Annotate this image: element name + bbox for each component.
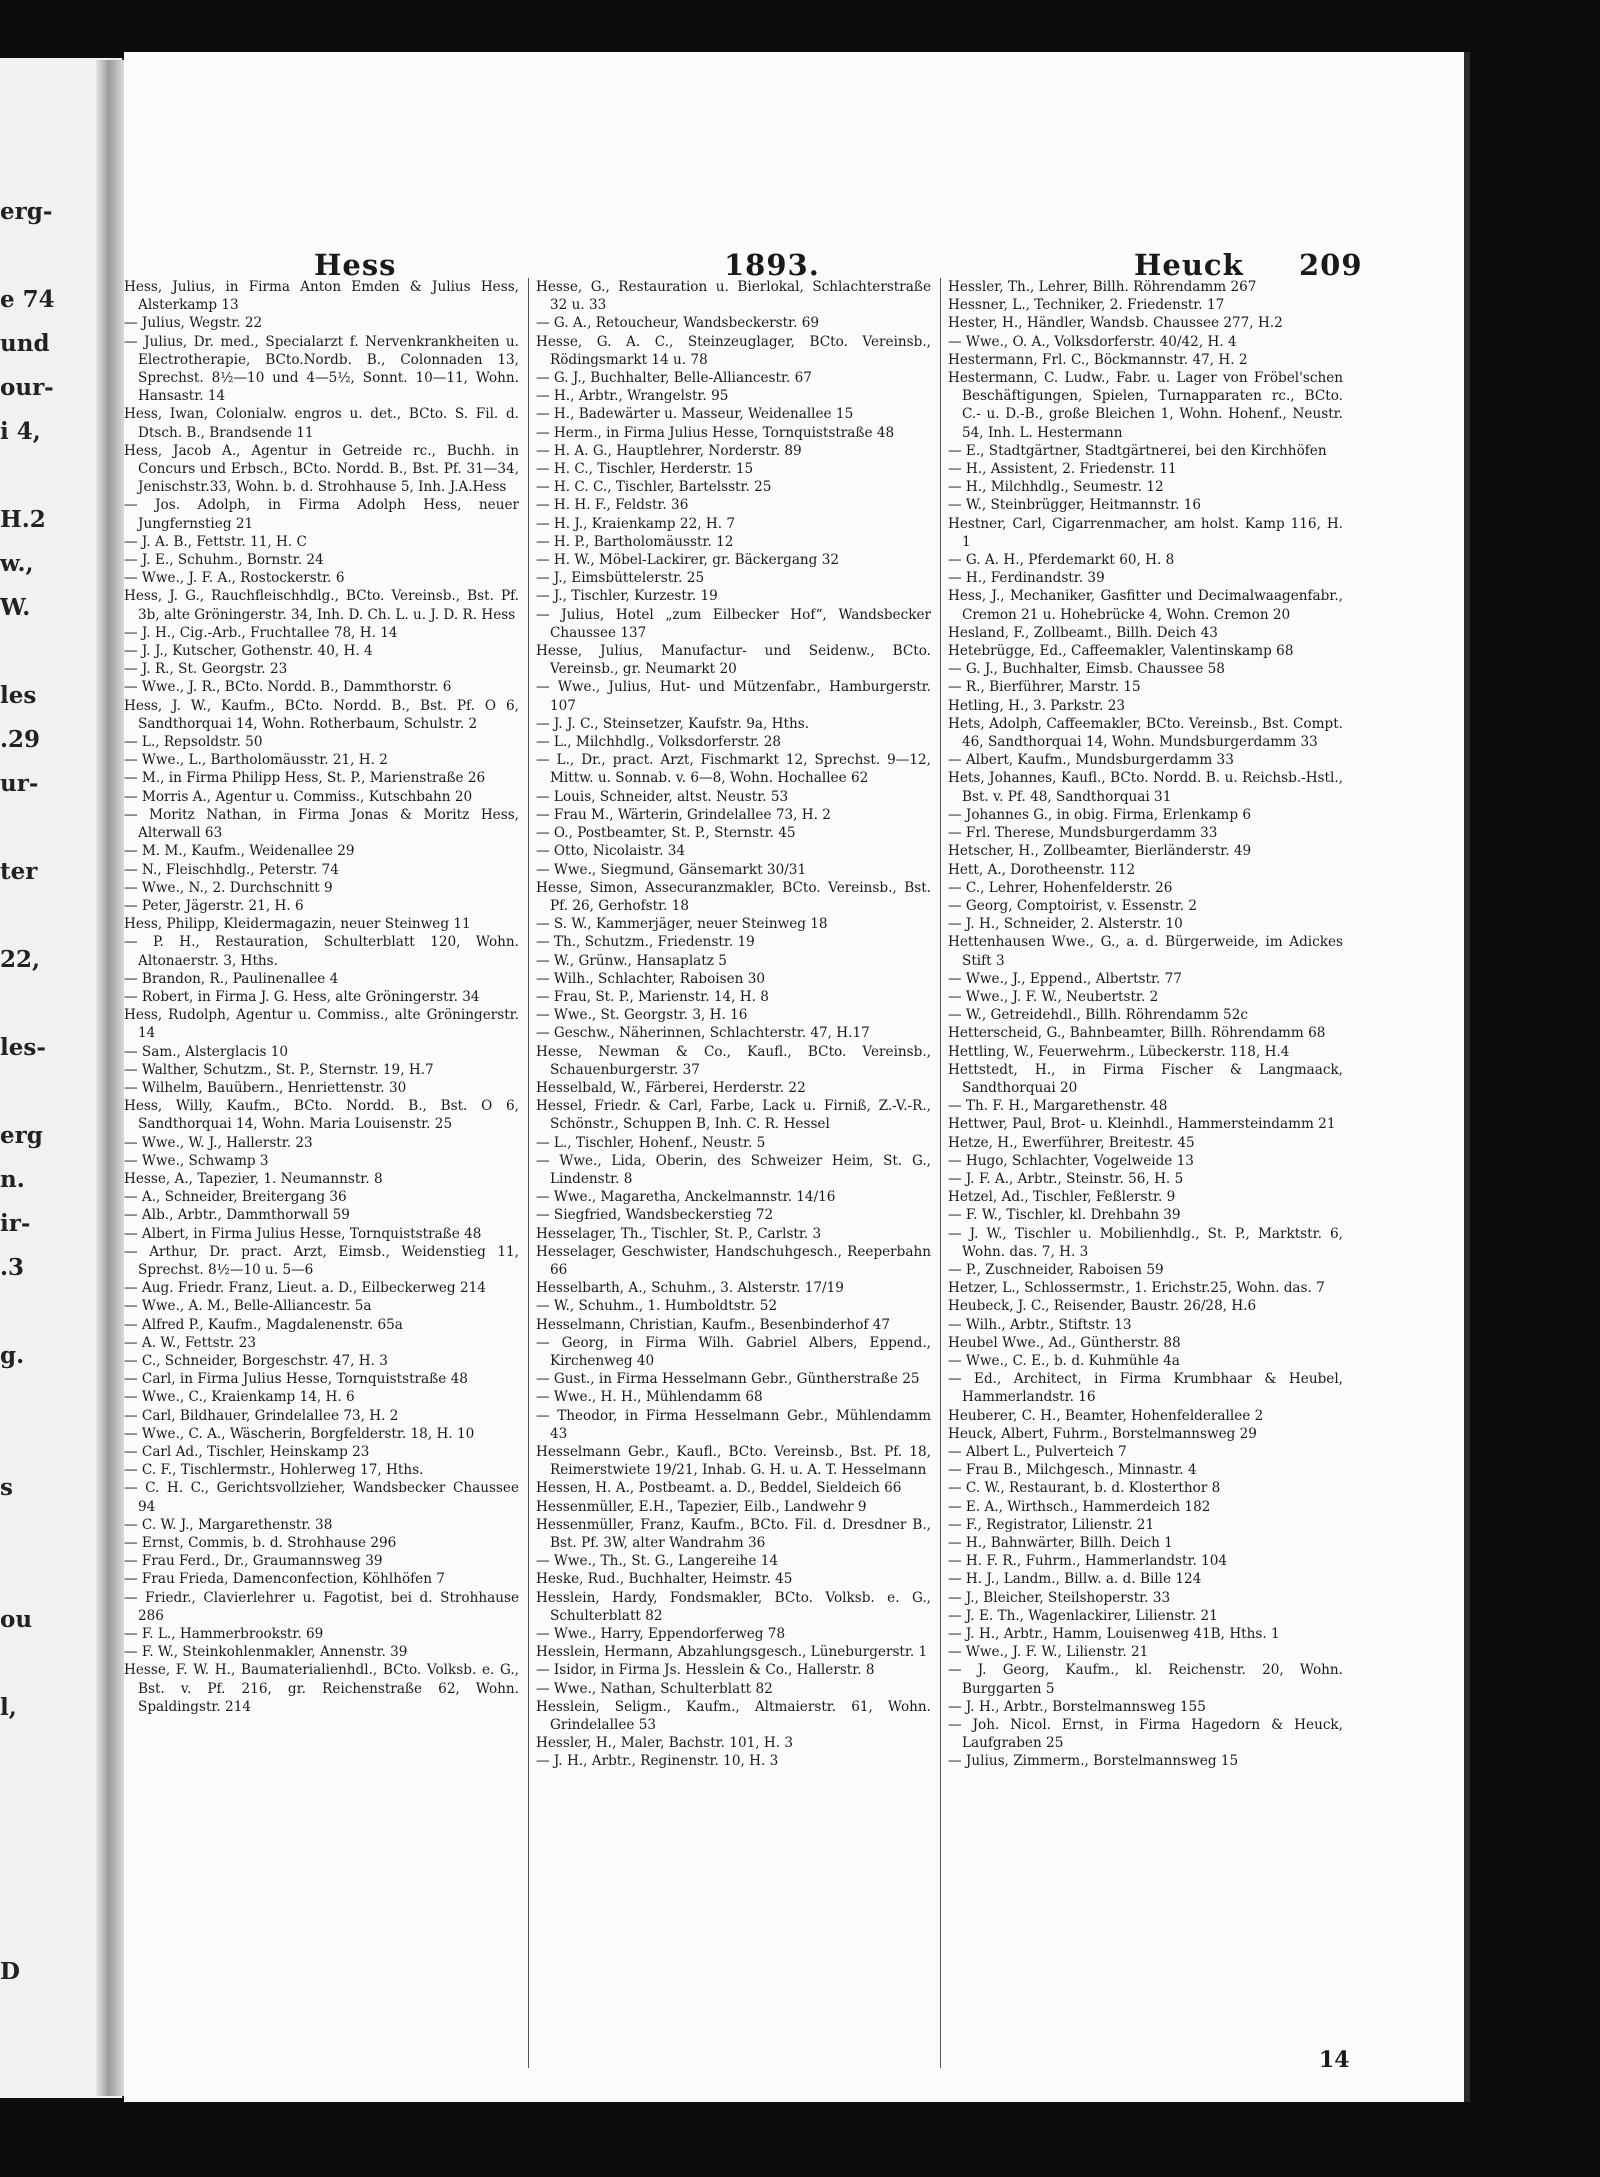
directory-entry: — Walther, Schutzm., St. P., Sternstr. 19, H.7 [124,1061,434,1078]
column-rule-1 [528,278,529,2068]
left-page-fragment: .29 [0,726,41,753]
directory-entry: Hess, J. W., Kaufm., BCto. Nordd. B., Bst. Pf. O 6, Sandthorquai 14, Wohn. Rotherbaum, Schulstr. 2 [124,697,519,732]
header-right-word: Heuck [1134,248,1244,282]
directory-entry: — Peter, Jägerstr. 21, H. 6 [124,897,304,914]
directory-entry: Hesselmann, Christian, Kaufm., Besenbinderhof 47 [536,1316,891,1333]
directory-entry: Hetterscheid, G., Bahnbeamter, Billh. Röhrendamm 68 [948,1025,1326,1042]
directory-entry: — Frl. Therese, Mundsburgerdamm 33 [948,825,1218,842]
directory-entry: — Alb., Arbtr., Dammthorwall 59 [124,1207,350,1224]
column-2 [536,278,931,2078]
directory-entry: — Carl, in Firma Julius Hesse, Tornquiststraße 48 [124,1371,468,1388]
directory-entry: — H., Arbtr., Wrangelstr. 95 [536,388,729,405]
directory-entry: — J., Eimsbüttelerstr. 25 [536,570,705,587]
directory-entry: Hessen, H. A., Postbeamt. a. D., Beddel, Sieldeich 66 [536,1480,902,1497]
signature-mark: 14 [1319,2047,1350,2073]
directory-entry: Hesse, Newman & Co., Kaufl., BCto. Vereinsb., Schauenburgerstr. 37 [536,1043,931,1078]
directory-entry: — Wwe., L., Bartholomäusstr. 21, H. 2 [124,752,388,769]
directory-entry: — H. F. R., Fuhrm., Hammerlandstr. 104 [948,1553,1228,1570]
directory-entry: — Herm., in Firma Julius Hesse, Tornquiststraße 48 [536,424,895,441]
directory-entry: — Morris A., Agentur u. Commiss., Kutschbahn 20 [124,788,473,805]
directory-entry: — Wwe., J., Eppend., Albertstr. 77 [948,970,1182,987]
directory-entry: — Wwe., Harry, Eppendorferweg 78 [536,1626,786,1643]
directory-entry: — F. W., Steinkohlenmakler, Annenstr. 39 [124,1644,408,1661]
directory-entry: — Moritz Nathan, in Firma Jonas & Moritz Hess, Alterwall 63 [124,806,519,842]
directory-entry: — J., Bleicher, Steilshoperstr. 33 [948,1589,1171,1606]
directory-entry: — H., Milchhdlg., Seumestr. 12 [948,479,1164,496]
left-page-fragment: n. [0,1166,25,1193]
directory-entry: — J. H., Arbtr., Borstelmannsweg 155 [948,1698,1206,1715]
directory-entry: — H. A. G., Hauptlehrer, Norderstr. 89 [536,442,802,459]
directory-entry: — Wwe., Magaretha, Anckelmannstr. 14/16 [536,1189,836,1206]
directory-entry: — H., Assistent, 2. Friedenstr. 11 [948,461,1177,478]
directory-entry: — Theodor, in Firma Hesselmann Gebr., Mühlendamm 43 [536,1407,931,1442]
directory-entry: — Th. F. H., Margarethenstr. 48 [948,1098,1168,1115]
directory-entry: Heubeck, J. C., Reisender, Baustr. 26/28, H.6 [948,1298,1257,1315]
directory-entry: — M. M., Kaufm., Weidenallee 29 [124,843,355,860]
left-page-fragment: erg [0,1122,43,1149]
directory-entry: — Georg, Comptoirist, v. Essenstr. 2 [948,897,1198,914]
directory-entry: Hetzer, L., Schlossermstr., 1. Erichstr.25, Wohn. das. 7 [948,1280,1325,1297]
directory-entry: — Carl Ad., Tischler, Heinskamp 23 [124,1444,370,1460]
left-page-fragment: i 4, [0,418,41,445]
directory-entry: Hester, H., Händler, Wandsb. Chaussee 277, H.2 [948,315,1283,332]
directory-entry: — F. W., Tischler, kl. Drehbahn 39 [948,1207,1181,1224]
directory-entry: — H. J., Landm., Billw. a. d. Bille 124 [948,1571,1202,1588]
directory-entry: Hess, Willy, Kaufm., BCto. Nordd. B., Bst. O 6, Sandthorquai 14, Wohn. Maria Louisenstr. 25 [124,1098,519,1133]
directory-entry: Hess, Rudolph, Agentur u. Commiss., alte Gröningerstr. 14 [124,1007,519,1042]
directory-entry: Hess, J. G., Rauchfleischhdlg., BCto. Vereinsb., Bst. Pf. 3b, alte Gröningerstr. 34, Inh. D. Ch. L. u. J. D. R. Hess [124,588,519,623]
directory-entry: — Wilh., Arbtr., Stiftstr. 13 [948,1316,1132,1333]
directory-entry: Hess, Philipp, Kleidermagazin, neuer Steinweg 11 [124,916,471,933]
directory-entry: Hessenmüller, E.H., Tapezier, Eilb., Landwehr 9 [536,1498,867,1515]
directory-entry: — Frau Frieda, Damenconfection, Köhlhöfen 7 [124,1571,445,1588]
directory-entry: — Wwe., Siegmund, Gänsemarkt 30/31 [536,861,807,878]
directory-entry: — Frau, St. P., Marienstr. 14, H. 8 [536,988,769,1005]
directory-entry: — J. H., Arbtr., Reginenstr. 10, H. 3 [536,1753,779,1770]
directory-entry: — N., Fleischhdlg., Peterstr. 74 [124,861,339,878]
directory-entry: Hets, Adolph, Caffeemakler, BCto. Vereinsb., Bst. Compt. 46, Sandthorquai 14, Wohn. Mundsburgerdamm 33 [948,715,1343,751]
directory-entry: — J. F. A., Arbtr., Steinstr. 56, H. 5 [948,1170,1184,1187]
directory-entry: — M., in Firma Philipp Hess, St. P., Marienstraße 26 [124,770,486,787]
directory-entry: — Wwe., O. A., Volksdorferstr. 40/42, H. 4 [948,333,1237,350]
directory-entry: Heuberer, C. H., Beamter, Hohenfelderallee 2 [948,1407,1264,1424]
column-1 [124,278,519,2078]
directory-entry: Hess, J., Mechaniker, Gasfitter und Decimalwaagenfabr., Cremon 21 u. Hohebrücke 4, Wohn. Cremon 20 [948,588,1343,623]
directory-entry: Hesselbald, W., Färberei, Herderstr. 22 [536,1079,806,1096]
book-gutter [96,60,124,2096]
directory-entry: Hesslein, Hermann, Abzahlungsgesch., Lüneburgerstr. 1 [536,1644,928,1661]
directory-entry: — W., Steinbrügger, Heitmannstr. 16 [948,497,1202,514]
directory-entry: — H. W., Möbel-Lackirer, gr. Bäckergang 32 [536,552,839,569]
directory-entry: — J. H., Arbtr., Hamm, Louisenweg 41B, Hths. 1 [948,1626,1280,1643]
directory-entry: — H. H. F., Feldstr. 36 [536,497,689,514]
scan-border-right [1470,0,1600,2177]
directory-entry: — Hugo, Schlachter, Vogelweide 13 [948,1152,1194,1169]
directory-entry: — G. J., Buchhalter, Eimsb. Chaussee 58 [948,661,1225,678]
directory-entry: Hesse, F. W. H., Baumaterialienhdl., BCto. Volksb. e. G., Bst. v. Pf. 216, gr. Reichenstraße 62, Wohn. Spaldingstr. 214 [124,1662,519,1715]
directory-entry: — G. A. H., Pferdemarkt 60, H. 8 [948,552,1175,569]
directory-entry: — L., Dr., pract. Arzt, Fischmarkt 12, Sprechst. 9—12, Mittw. u. Sonnab. v. 6—8, Wohn. Hochallee 62 [536,752,931,787]
directory-entry: — E. A., Wirthsch., Hammerdeich 182 [948,1498,1211,1515]
directory-entry: — J., Tischler, Kurzestr. 19 [536,588,718,605]
left-page-fragment: ur- [0,770,39,797]
directory-entry: — Wilhelm, Bauübern., Henriettenstr. 30 [124,1079,407,1096]
directory-entry: — L., Tischler, Hohenf., Neustr. 5 [536,1134,766,1151]
directory-entry: — Wwe., Schwamp 3 [124,1152,269,1169]
directory-entry: Heske, Rud., Buchhalter, Heimstr. 45 [536,1571,793,1588]
directory-entry: — H. J., Kraienkamp 22, H. 7 [536,515,736,532]
directory-entry: — Ernst, Commis, b. d. Strohhause 296 [124,1535,397,1552]
directory-entry: Hesse, G. A. C., Steinzeuglager, BCto. Vereinsb., Rödingsmarkt 14 u. 78 [536,333,931,368]
directory-entry: — Alfred P., Kaufm., Magdalenenstr. 65a [124,1316,403,1333]
directory-entry: — Julius, Hotel „zum Eilbecker Hof“, Wandsbecker Chaussee 137 [536,606,931,641]
left-page-fragment: H.2 [0,506,46,533]
directory-entry: Hessel, Friedr. & Carl, Farbe, Lack u. Firniß, Z.-V.-R., Schönstr., Schuppen B, Inh. C. R. Hessel [536,1098,931,1133]
directory-entry: Hett, A., Dorotheenstr. 112 [948,861,1136,878]
left-page-fragment: D [0,1958,20,1985]
directory-entry: — Wwe., J. F. W., Neubertstr. 2 [948,988,1159,1005]
left-page-fragment: ter [0,858,38,885]
directory-entry: Hessler, Th., Lehrer, Billh. Röhrendamm 267 [948,279,1257,295]
directory-entry: Hessner, L., Techniker, 2. Friedenstr. 17 [948,297,1225,314]
directory-entry: — Sam., Alsterglacis 10 [124,1043,289,1060]
directory-entry: Hesse, Julius, Manufactur- und Seidenw., BCto. Vereinsb., gr. Neumarkt 20 [536,643,931,678]
directory-entry: — C., Lehrer, Hohenfelderstr. 26 [948,879,1173,896]
page-number: 209 [1299,248,1363,282]
directory-entry: — Georg, in Firma Wilh. Gabriel Albers, Eppend., Kirchenweg 40 [536,1334,931,1369]
directory-entry: — Isidor, in Firma Js. Hesslein & Co., Hallerstr. 8 [536,1662,875,1679]
directory-entry: — W., Getreidehdl., Billh. Röhrendamm 52c [948,1007,1248,1024]
directory-entry: — J. H., Schneider, 2. Alsterstr. 10 [948,916,1183,933]
directory-entry: — Julius, Zimmerm., Borstelmannsweg 15 [948,1753,1239,1770]
directory-entry: Hess, Iwan, Colonialw. engros u. det., BCto. S. Fil. d. Dtsch. B., Brandsende 11 [124,406,519,441]
directory-entry: — H., Ferdinandstr. 39 [948,570,1105,587]
directory-entry: — C., Schneider, Borgeschstr. 47, H. 3 [124,1352,388,1369]
directory-entry: — H., Bahnwärter, Billh. Deich 1 [948,1535,1173,1552]
directory-entry: — A. W., Fettstr. 23 [124,1334,256,1351]
directory-entry: — Wwe., Lida, Oberin, des Schweizer Heim, St. G., Lindenstr. 8 [536,1152,931,1187]
directory-entry: — H., Badewärter u. Masseur, Weidenallee 15 [536,406,854,423]
directory-entry: Hesselmann Gebr., Kaufl., BCto. Vereinsb., Bst. Pf. 18, Reimerstwiete 19/21, Inhab. G. H. u. A. T. Hesselmann [536,1444,931,1479]
directory-entry: — L., Repsoldstr. 50 [124,734,263,751]
directory-entry: Hesselager, Th., Tischler, St. P., Carlstr. 3 [536,1225,822,1242]
directory-entry: Hesselager, Geschwister, Handschuhgesch., Reeperbahn 66 [536,1243,931,1278]
directory-entry: — H. C. C., Tischler, Bartelsstr. 25 [536,479,772,496]
directory-entry: — W., Grünw., Hansaplatz 5 [536,952,727,969]
directory-entry: — J. E. Th., Wagenlackirer, Lilienstr. 21 [948,1607,1218,1624]
directory-entry: — Friedr., Clavierlehrer u. Fagotist, bei d. Strohhause 286 [124,1589,519,1624]
directory-entry: — H. C., Tischler, Herderstr. 15 [536,461,754,478]
directory-entry: — Carl, Bildhauer, Grindelallee 73, H. 2 [124,1407,399,1424]
directory-entry: Hetling, H., 3. Parkstr. 23 [948,697,1126,714]
directory-entry: Hess, Julius, in Firma Anton Emden & Julius Hess, Alsterkamp 13 [124,279,519,314]
directory-entry: — G. A., Retoucheur, Wandsbeckerstr. 69 [536,315,820,332]
directory-entry: — S. W., Kammerjäger, neuer Steinweg 18 [536,916,828,933]
directory-entry: — Frau Ferd., Dr., Graumannsweg 39 [124,1553,383,1570]
directory-entry: Hesslein, Seligm., Kaufm., Altmaierstr. 61, Wohn. Grindelallee 53 [536,1698,931,1734]
directory-entry: — Otto, Nicolaistr. 34 [536,843,686,860]
column-rule-2 [940,278,941,2068]
directory-entry: — Jos. Adolph, in Firma Adolph Hess, neuer Jungfernstieg 21 [124,497,519,532]
directory-entry: — Albert L., Pulverteich 7 [948,1444,1127,1460]
directory-entry: Hess, Jacob A., Agentur in Getreide rc., Buchh. in Concurs und Erbsch., BCto. Nordd. B., Bst. Pf. 31—34, Jenischstr.33, Wohn. b. d. Strohhause 5, Inh. J.A.Hess [124,442,519,496]
directory-entry: Hettenhausen Wwe., G., a. d. Bürgerweide, im Adickes Stift 3 [948,934,1343,969]
left-page-fragment: w., [0,550,34,577]
directory-entry: — Julius, Dr. med., Specialarzt f. Nervenkrankheiten u. Electrotherapie, BCto.Nordb. B., Colonnaden 13, Sprechst. 8½—10 und 4—5½, Sonnt. 10—11, Wohn. Hansastr. 14 [124,333,519,405]
directory-entry: Hessenmüller, Franz, Kaufm., BCto. Fil. d. Dresdner B., Bst. Pf. 3W, alter Wandrahm 36 [536,1516,931,1552]
directory-entry: Hessler, H., Maler, Bachstr. 101, H. 3 [536,1735,794,1752]
directory-entry: — Wwe., J. R., BCto. Nordd. B., Dammthorstr. 6 [124,679,452,696]
directory-entry: — Aug. Friedr. Franz, Lieut. a. D., Eilbeckerweg 214 [124,1280,486,1297]
directory-entry: — G. J., Buchhalter, Belle-Alliancestr. 67 [536,370,812,387]
directory-entry: — Robert, in Firma J. G. Hess, alte Gröningerstr. 34 [124,988,480,1005]
directory-entry: Heuck, Albert, Fuhrm., Borstelmannsweg 29 [948,1425,1257,1442]
directory-entry: Hesselbarth, A., Schuhm., 3. Alsterstr. 17/19 [536,1280,844,1297]
directory-entry: — L., Milchhdlg., Volksdorferstr. 28 [536,734,782,751]
directory-entry: Hetebrügge, Ed., Caffeemakler, Valentinskamp 68 [948,643,1294,660]
directory-entry: Hetscher, H., Zollbeamter, Bierländerstr. 49 [948,843,1252,860]
left-page-fragment: s [0,1474,13,1501]
directory-entry: — O., Postbeamter, St. P., Sternstr. 45 [536,825,796,842]
left-page-fragment: 22, [0,946,41,973]
directory-entry: — J. J. C., Steinsetzer, Kaufstr. 9a, Hths. [536,715,810,732]
directory-entry: — J. W., Tischler u. Mobilienhdlg., St. P., Marktstr. 6, Wohn. das. 7, H. 3 [948,1225,1343,1260]
directory-entry: Hestermann, C. Ludw., Fabr. u. Lager von Fröbel'schen Beschäftigungen, Spielen, Turnapparaten rc., BCto. C.- u. D.-B., große Bleichen 1, Wohn. Hohenf., Neustr. 54, Inh. L. Hestermann [948,370,1343,441]
directory-entry: Hetzel, Ad., Tischler, Feßlerstr. 9 [948,1189,1176,1206]
directory-entry: — Wilh., Schlachter, Raboisen 30 [536,970,765,987]
left-page-fragment: erg- [0,198,53,225]
directory-entry: — Wwe., N., 2. Durchschnitt 9 [124,879,333,896]
directory-entry: — Wwe., C. E., b. d. Kuhmühle 4a [948,1352,1180,1369]
directory-entry: — A., Schneider, Breitergang 36 [124,1189,347,1206]
left-page-fragment: our- [0,374,54,401]
directory-entry: — Geschw., Näherinnen, Schlachterstr. 47, H.17 [536,1025,870,1042]
directory-entry: — Ed., Architect, in Firma Krumbhaar & Heubel, Hammerlandstr. 16 [948,1371,1343,1406]
directory-entry: — J. Georg, Kaufm., kl. Reichenstr. 20, Wohn. Burggarten 5 [948,1662,1343,1697]
directory-entry: Hettling, W., Feuerwehrm., Lübeckerstr. 118, H.4 [948,1043,1290,1060]
directory-entry: — Louis, Schneider, altst. Neustr. 53 [536,788,789,805]
directory-entry: — Wwe., Nathan, Schulterblatt 82 [536,1680,773,1697]
directory-entry: — Siegfried, Wandsbeckerstieg 72 [536,1207,774,1224]
directory-entry: — F. L., Hammerbrookstr. 69 [124,1626,324,1643]
left-page-fragment: und [0,330,50,357]
directory-entry: — Wwe., C. A., Wäscherin, Borgfelderstr. 18, H. 10 [124,1425,475,1442]
directory-entry: — Arthur, Dr. pract. Arzt, Eimsb., Weidenstieg 11, Sprechst. 8½—10 u. 5—6 [124,1243,519,1278]
directory-entry: — E., Stadtgärtner, Stadtgärtnerei, bei den Kirchhöfen [948,442,1327,459]
directory-entry: — Johannes G., in obig. Firma, Erlenkamp 6 [948,806,1251,823]
directory-entry: — Wwe., J. F. A., Rostockerstr. 6 [124,570,345,587]
directory-page [124,52,1470,2102]
directory-entry: — Albert, Kaufm., Mundsburgerdamm 33 [948,752,1234,769]
left-page-fragment: .3 [0,1254,25,1281]
directory-entry: — H. P., Bartholomäusstr. 12 [536,533,734,550]
directory-entry: — Julius, Wegstr. 22 [124,315,263,332]
column-3 [948,278,1343,2078]
directory-entry: Hetze, H., Ewerführer, Breitestr. 45 [948,1134,1195,1151]
directory-entry: — C. H. C., Gerichtsvollzieher, Wandsbecker Chaussee 94 [124,1480,519,1515]
directory-entry: — P., Zuschneider, Raboisen 59 [948,1261,1164,1278]
directory-entry: — J. J., Kutscher, Gothenstr. 40, H. 4 [124,643,373,660]
directory-entry: — Wwe., St. Georgstr. 3, H. 16 [536,1007,748,1024]
left-page-fragment: ou [0,1606,33,1633]
directory-entry: — Gust., in Firma Hesselmann Gebr., Güntherstraße 25 [536,1371,920,1388]
directory-entry: — Frau M., Wärterin, Grindelallee 73, H. 2 [536,806,831,823]
left-page-fragment: g. [0,1342,25,1369]
directory-entry: Hesse, Simon, Assecuranzmakler, BCto. Vereinsb., Bst. Pf. 26, Gerhofstr. 18 [536,879,931,914]
directory-entry: Hestermann, Frl. C., Böckmannstr. 47, H. 2 [948,351,1248,368]
left-page-fragment: l, [0,1694,17,1721]
left-page-fragment: W. [0,594,31,621]
left-page-fragment: les- [0,1034,46,1061]
directory-entry: Hettwer, Paul, Brot- u. Kleinhdl., Hammersteindamm 21 [948,1116,1336,1133]
directory-entry: Heubel Wwe., Ad., Güntherstr. 88 [948,1334,1181,1351]
scan-border-bottom [0,2098,1600,2177]
header-year: 1893. [724,248,820,282]
directory-entry: — J. H., Cig.-Arb., Fruchtallee 78, H. 14 [124,624,398,641]
header-left-word: Hess [314,248,397,282]
directory-entry: Hets, Johannes, Kaufl., BCto. Nordd. B. u. Reichsb.-Hstl., Bst. v. Pf. 48, Sandthorquai 31 [948,770,1343,805]
directory-entry: Hesse, G., Restauration u. Bierlokal, Schlachterstraße 32 u. 33 [536,279,931,314]
directory-entry: — F., Registrator, Lilienstr. 21 [948,1516,1155,1533]
directory-entry: — Wwe., Julius, Hut- und Mützenfabr., Hamburgerstr. 107 [536,679,931,714]
directory-entry: — Wwe., W. J., Hallerstr. 23 [124,1134,313,1151]
directory-entry: — Th., Schutzm., Friedenstr. 19 [536,934,755,951]
directory-entry: Hettstedt, H., in Firma Fischer & Langmaack, Sandthorquai 20 [948,1061,1343,1096]
directory-entry: — R., Bierführer, Marstr. 15 [948,679,1141,696]
directory-entry: — Wwe., J. F. W., Lilienstr. 21 [948,1644,1149,1661]
directory-entry: — Wwe., A. M., Belle-Alliancestr. 5a [124,1298,372,1315]
scan-border-top [0,0,1600,58]
directory-entry: — Frau B., Milchgesch., Minnastr. 4 [948,1462,1197,1479]
left-page-fragment: les [0,682,37,709]
directory-entry: — Brandon, R., Paulinenallee 4 [124,970,339,987]
directory-entry: — Wwe., H. H., Mühlendamm 68 [536,1389,763,1406]
directory-entry: Hesslein, Hardy, Fondsmakler, BCto. Volksb. e. G., Schulterblatt 82 [536,1589,931,1624]
directory-entry: — Wwe., Th., St. G., Langereihe 14 [536,1553,779,1570]
directory-entry: Hesland, F., Zollbeamt., Billh. Deich 43 [948,624,1218,641]
directory-entry: — P. H., Restauration, Schulterblatt 120, Wohn. Altonaerstr. 3, Hths. [124,934,519,969]
directory-entry: — C. F., Tischlermstr., Hohlerweg 17, Hths. [124,1462,424,1479]
directory-entry: — J. E., Schuhm., Bornstr. 24 [124,552,324,569]
directory-entry: Hestner, Carl, Cigarrenmacher, am holst. Kamp 116, H. 1 [948,515,1343,550]
directory-entry: — W., Schuhm., 1. Humboldtstr. 52 [536,1298,778,1315]
directory-entry: — C. W., Restaurant, b. d. Klosterthor 8 [948,1480,1221,1497]
directory-entry: — Joh. Nicol. Ernst, in Firma Hagedorn & Heuck, Laufgraben 25 [948,1717,1343,1752]
directory-entry: — Wwe., C., Kraienkamp 14, H. 6 [124,1389,355,1406]
directory-entry: — C. W. J., Margarethenstr. 38 [124,1516,333,1533]
directory-entry: — J. A. B., Fettstr. 11, H. C [124,533,307,550]
left-page-fragment: e 74 [0,286,55,313]
directory-entry: — Albert, in Firma Julius Hesse, Tornquiststraße 48 [124,1225,482,1242]
directory-entry: — J. R., St. Georgstr. 23 [124,661,288,678]
left-page-fragment: ir- [0,1210,31,1237]
directory-entry: Hesse, A., Tapezier, 1. Neumannstr. 8 [124,1170,383,1187]
